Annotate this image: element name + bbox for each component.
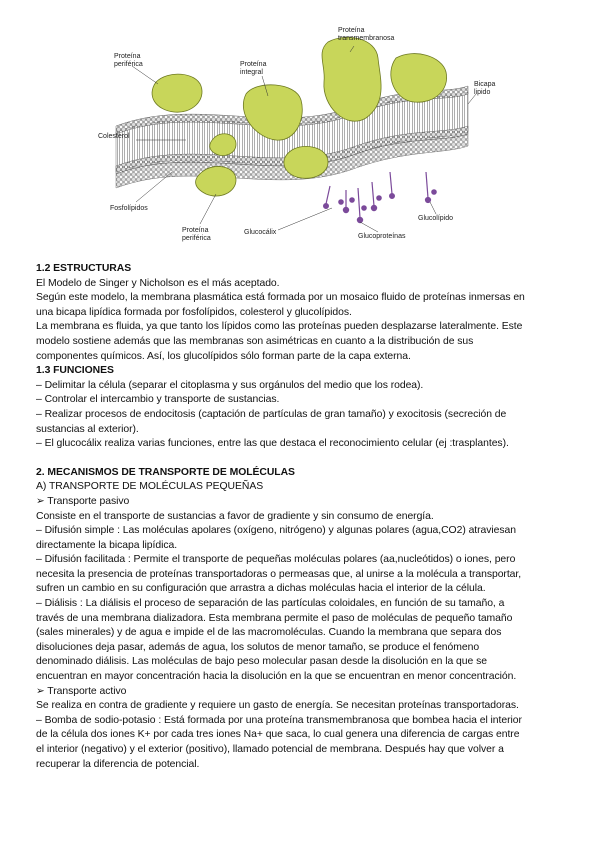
subheading-activo: ➢ Transporte activo [36,685,127,697]
list-item: – Realizar procesos de endocitosis (captación de partículas de gran tamaño) y exocitosis (secreción de [36,408,507,420]
heading-mecanismos: 2. MECANISMOS DE TRANSPORTE DE MOLÉCULAS [36,466,295,478]
paragraph-line: componentes químicos. Así, los glucolípidos sólo forman parte de la capa externa. [36,350,411,362]
paragraph-line: el interior (negativo) y el exterior (positivo), llamado potencial de membrana. Después hay que volver a [36,744,504,755]
list-item: – Controlar el intercambio y transporte de sustancias. [36,394,280,406]
label-peripheral-protein-top: Proteína periférica [114,53,143,68]
paragraph-line: una bicapa lipídica formada por fosfolípidos, colesterol y glucolípidos. [36,306,352,318]
label-lipid-bilayer: Bicapa lipido [474,81,496,96]
document-body [36,262,564,772]
paragraph-line: encuentran en mayor concentración hacia la disolución en la que se encuentran en menor concentración. [36,671,517,683]
label-peripheral-protein-bottom: Proteína periférica [182,227,211,242]
list-item: – El glucocálix realiza varias funciones, entre las que destaca el reconocimiento celular (ej :trasplantes). [36,438,509,450]
subheading-pequenas: A) TRANSPORTE DE MOLÉCULAS PEQUEÑAS [36,481,264,493]
list-item: – Delimitar la célula (separar el citoplasma y sus orgánulos del medio que los rodea). [36,379,424,391]
label-glycoproteins: Glucoproteínas [358,233,406,240]
label-phospholipids: Fosfolípidos [110,205,148,212]
paragraph-line: La membrana es fluida, ya que tanto los lípidos como las proteínas pueden desplazarse lateralmente. Este [36,321,523,333]
paragraph-line: modelo sostiene además que las membranas son asimétricas en cuanto a la distribución de sus [36,335,474,347]
heading-estructuras: 1.2 ESTRUCTURAS [36,263,132,274]
paragraph-line: (sales minerales) y de agua e impide el de las macromoléculas. Cuando la membrana que separa dos [36,627,502,639]
glycolipid-mark [426,172,437,203]
paragraph-line: sufren un cambio en su configuración que arrastra a dichas moléculas hacia el interior de la célula. [36,583,486,595]
paragraph-line: Consiste en el transporte de sustancias a favor de gradiente y sin consumo de energía. [36,510,434,522]
label-glycocalyx: Glucocálix [244,229,277,236]
paragraph-line: – Difusión simple : Las moléculas apolares (oxígeno, nitrógeno) y algunas polares (agua,CO2) atraviesan [36,525,517,537]
label-integral-protein: Proteína integral [240,61,267,76]
paragraph-line: directamente la bicapa lipídica. [36,539,178,551]
paragraph-line: de la célula dos iones K+ por cada tres iones Na+ que saca, lo cual genera una diferencia de cargas entre [36,729,520,741]
paragraph-line: necesita la presencia de proteínas transportadoras o permeasas que, al unirse a la molécula a transportar, [36,568,522,580]
glycocalyx-chains [324,172,395,223]
paragraph-line: El Modelo de Singer y Nicholson es el más aceptado. [36,277,280,289]
list-item: sustancias al exterior). [36,423,139,435]
paragraph-line: disoluciones deja pasar, además de agua, los solutos de menor tamaño, se produce el fenómeno [36,641,480,653]
label-glycolipid: Glucolípido [418,215,454,222]
paragraph-line: – Diálisis : La diálisis el proceso de separación de las partículas coloidales, en función de su tamaño, a [36,598,505,610]
paragraph-line: recuperar la diferencia de potencial. [36,758,200,770]
paragraph-line: – Bomba de sodio-potasio : Está formada por una proteína transmembranosa que bombea hacia el interior [36,714,522,726]
membrane-diagram [96,22,508,254]
heading-funciones: 1.3 FUNCIONES [36,365,114,377]
subheading-pasivo: ➢ Transporte pasivo [36,495,130,507]
paragraph-line: – Difusión facilitada : Permite el transporte de pequeñas moléculas polares (aa,nucleótidos) o iones, pero [36,554,516,566]
paragraph-line: Se realiza en contra de gradiente y requiere un gasto de energía. Se necesitan proteínas transportadoras. [36,700,519,712]
label-cholesterol: Colesterol [98,133,130,140]
paragraph-line: denominado diálisis. Las moléculas de bajo peso molecular pasan desde la disolución en la que se [36,656,487,668]
paragraph-line: Según este modelo, la membrana plasmática está formada por un mosaico fluido de proteínas inmersas en [36,292,525,304]
label-transmembrane-protein: Proteína transmembranosa [338,27,395,42]
paragraph-line: través de una membrana dializadora. Esta membrana permite el paso de moléculas de pequeño tamaño [36,612,513,624]
